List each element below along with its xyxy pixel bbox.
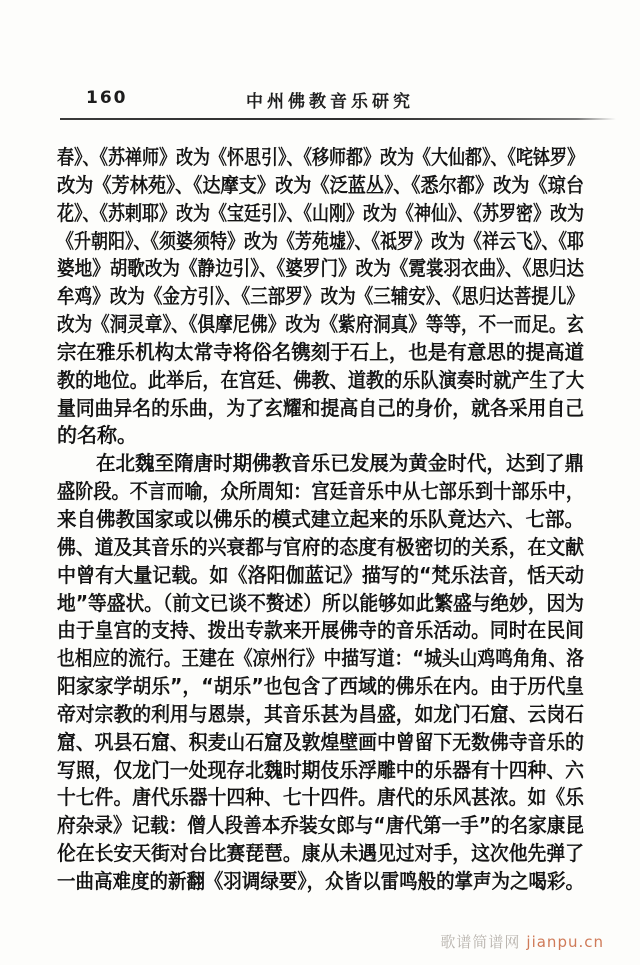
watermark-site-name: 歌谱简谱网 [440,933,521,951]
text-line: 宗在雅乐机构太常寺将俗名镌刻于石上，也是有意思的提高道 [57,339,584,364]
text-line: 伦在长安天街对台比赛琵琶。康从未遇见过对手，这次他先弹了 [57,841,584,866]
text-line: 盛阶段。不言而喻，众所周知：宫廷音乐中从七部乐到十部乐中， [57,479,584,504]
text-line: 教的地位。此举后，在宫廷、佛教、道教的乐队演奏时就产生了大 [57,367,584,392]
text-line: 由于皇宫的支持、拨出专款来开展佛寺的音乐活动。同时在民间 [57,618,584,643]
text-line: 帝对宗教的利用与恩崇，其音乐甚为昌盛，如龙门石窟、云岗石 [57,701,584,726]
watermark-site-url: jianpu.cn [526,933,604,951]
text-line: 量同曲异名的乐曲，为了玄耀和提高自己的身价，就各采用自己 [57,395,584,420]
text-line: 的名称。 [57,423,137,448]
watermark [440,931,604,952]
body-text [57,144,584,896]
page-number: 160 [86,88,128,108]
text-line: 婆地》胡歌改为《静边引》、《婆罗门》改为《霓裳羽衣曲》、《思归达 [57,256,584,281]
text-line: 《升朝阳》、《须婆须特》改为《芳苑墟》、《祗罗》改为《祥云飞》、《耶 [57,228,584,253]
text-line: 佛、道及其音乐的兴衰都与官府的态度有极密切的关系，在文献 [57,534,584,559]
text-line: 窟、巩县石窟、积麦山石窟及敦煌壁画中曾留下无数佛寺音乐的 [57,729,584,754]
text-line: 改为《芳林苑》、《达摩支》改为《泛蓝丛》、《悉尔都》改为《琼台 [57,172,584,197]
text-line: 一曲高难度的新翻《羽调绿要》，众皆以雷鸣般的掌声为之喝彩。 [57,868,584,893]
text-line: 春》、《苏禅师》改为《怀思引》、《移师都》改为《大仙都》、《咤钵罗》 [57,145,584,169]
text-line: 府杂录》记载：僧人段善本乔装女郎与“唐代第一手”的名家康昆 [57,813,584,838]
text-line: 阳家家学胡乐”，“胡乐”也包含了西域的佛乐在内。由于历代皇 [57,674,584,699]
text-line: 牟鸡》改为《金方引》、《三部罗》改为《三辅安》、《思归达菩提儿》 [57,284,584,309]
text-line: 改为《洞灵章》、《俱摩尼佛》改为《紫府洞真》等等，不一而足。玄 [57,312,584,337]
text-line: 花》、《苏剌耶》改为《宝廷引》、《山刚》改为《神仙》、《苏罗密》改为 [57,200,584,225]
text-line: 来自佛教国家或以佛乐的模式建立起来的乐队竟达六、七部。 [57,506,584,531]
text-line: 地”等盛状。（前文已谈不赘述）所以能够如此繁盛与绝妙，因为 [57,590,584,615]
header-rule [60,118,616,120]
text-line: 中曾有大量记载。如《洛阳伽蓝记》描写的“梵乐法音，恬天动 [57,562,584,587]
text-line: 十七件。唐代乐器十四种、七十四件。唐代的乐风甚浓。如《乐 [57,785,584,810]
text-line: 在北魏至隋唐时期佛教音乐已发展为黄金时代，达到了鼎 [57,451,584,476]
running-header-title: 中州佛教音乐研究 [246,92,414,112]
text-line: 写照，仅龙门一处现存北魏时期伎乐浮雕中的乐器有十四种、六 [57,757,584,782]
text-line: 也相应的流行。王建在《凉州行》中描写道：“城头山鸡鸣角角、洛 [57,646,584,671]
